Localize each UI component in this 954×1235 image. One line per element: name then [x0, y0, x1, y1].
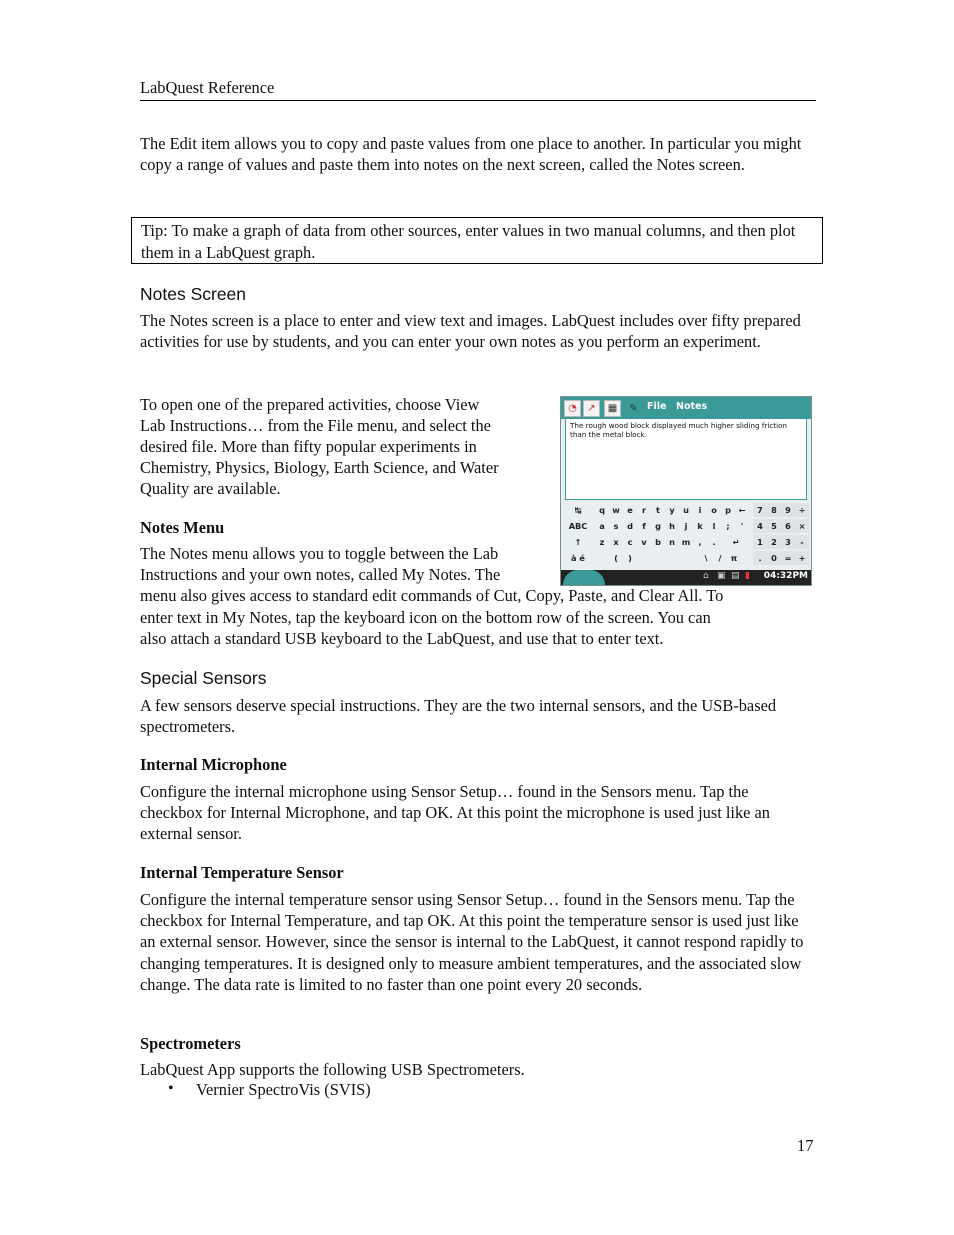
list-item: Vernier SpectroVis (SVIS)	[196, 1080, 371, 1099]
table-icon: ▦	[604, 400, 621, 417]
device-menu-notes: Notes	[676, 401, 708, 412]
device-menu-file: File	[647, 401, 667, 412]
page-header: LabQuest Reference	[140, 78, 275, 97]
meter-icon: ◔	[564, 400, 581, 417]
home-icon: ⌂	[703, 571, 709, 581]
internal-temperature-heading: Internal Temperature Sensor	[140, 863, 344, 882]
notes-open-paragraph: To open one of the prepared activities, choose View Lab Instructions… from the File menu, and select the desired file. More than fifty popular experiments in Chemistry, Physics, Biology, Earth Science, and Water Quality are available.	[140, 395, 499, 499]
internal-temperature-paragraph: Configure the internal temperature sensor using Sensor Setup… found in the Sensors menu. Tap the checkbox for Internal Temperature, and tap OK. At this point the temperature sensor is used just like an external sensor. However, since the sensor is internal to the LabQuest, it cannot respond rapidly to changing temperatures. It is designed only to measure ambient temperatures, and the associated slow change. The data rate is limited to no faster than one point every 20 seconds.	[140, 890, 804, 994]
internal-microphone-heading: Internal Microphone	[140, 755, 287, 774]
notes-screen-heading: Notes Screen	[140, 284, 247, 304]
header-rule	[140, 100, 816, 101]
tip-text: Tip: To make a graph of data from other sources, enter values in two manual columns, and then plot them in a LabQuest graph.	[141, 221, 796, 262]
special-sensors-paragraph: A few sensors deserve special instructions. They are the two internal sensors, and the USB-based spectrometers.	[140, 696, 777, 737]
notes-screen-paragraph: The Notes screen is a place to enter and view text and images. LabQuest includes over fifty prepared activities for use by students, and you can enter your own notes as you perform an experiment.	[140, 311, 801, 352]
tip-box	[131, 217, 823, 264]
notes-menu-heading: Notes Menu	[140, 518, 225, 537]
device-note-area	[565, 418, 807, 500]
page-number: 17	[797, 1136, 814, 1155]
spectrometers-paragraph: LabQuest App supports the following USB Spectrometers.	[140, 1060, 525, 1079]
device-note-text: The rough wood block displayed much higher sliding friction than the metal block.	[570, 421, 788, 439]
labquest-notes-screenshot	[560, 396, 812, 586]
notes-icon: ✎	[625, 400, 642, 417]
special-sensors-heading: Special Sensors	[140, 668, 267, 688]
spectrometers-heading: Spectrometers	[140, 1034, 241, 1053]
intro-paragraph: The Edit item allows you to copy and paste values from one place to another. In particular you might copy a range of values and paste them into notes on the next screen, called the Notes screen.	[140, 134, 802, 175]
device-tab-icon	[563, 570, 605, 585]
internal-microphone-paragraph: Configure the internal microphone using Sensor Setup… found in the Sensors menu. Tap the checkbox for Internal Microphone, and tap OK. At this point the microphone is used just like an external sensor.	[140, 782, 770, 844]
battery-icon: ▮	[745, 571, 750, 581]
lock-icon: ▣	[717, 571, 726, 581]
device-keyboard: ↹ q w e r t y u i o p ← 7 8 9 ÷ ABC a s d f g h j k l ; ' 4 5 6 × ↑ z x c v b n m , . ↵ 1 2 3 - à é ( ) \ / π . 0 = +	[561, 501, 811, 571]
keyboard-icon: ▤	[731, 571, 740, 581]
device-clock: 04:32PM	[763, 571, 808, 581]
device-toolbar	[561, 397, 811, 419]
bullet-marker: •	[168, 1080, 174, 1097]
notes-menu-paragraph: The Notes menu allows you to toggle between the Lab Instructions and your own notes, called My Notes. The menu also gives access to standard edit commands of Cut, Copy, Paste, and Clear All. To enter text in My Notes, tap the keyboard icon on the bottom row of the screen. You can also attach a standard USB keyboard to the LabQuest, and use that to enter text.	[140, 544, 724, 648]
graph-icon: ↗	[583, 400, 600, 417]
